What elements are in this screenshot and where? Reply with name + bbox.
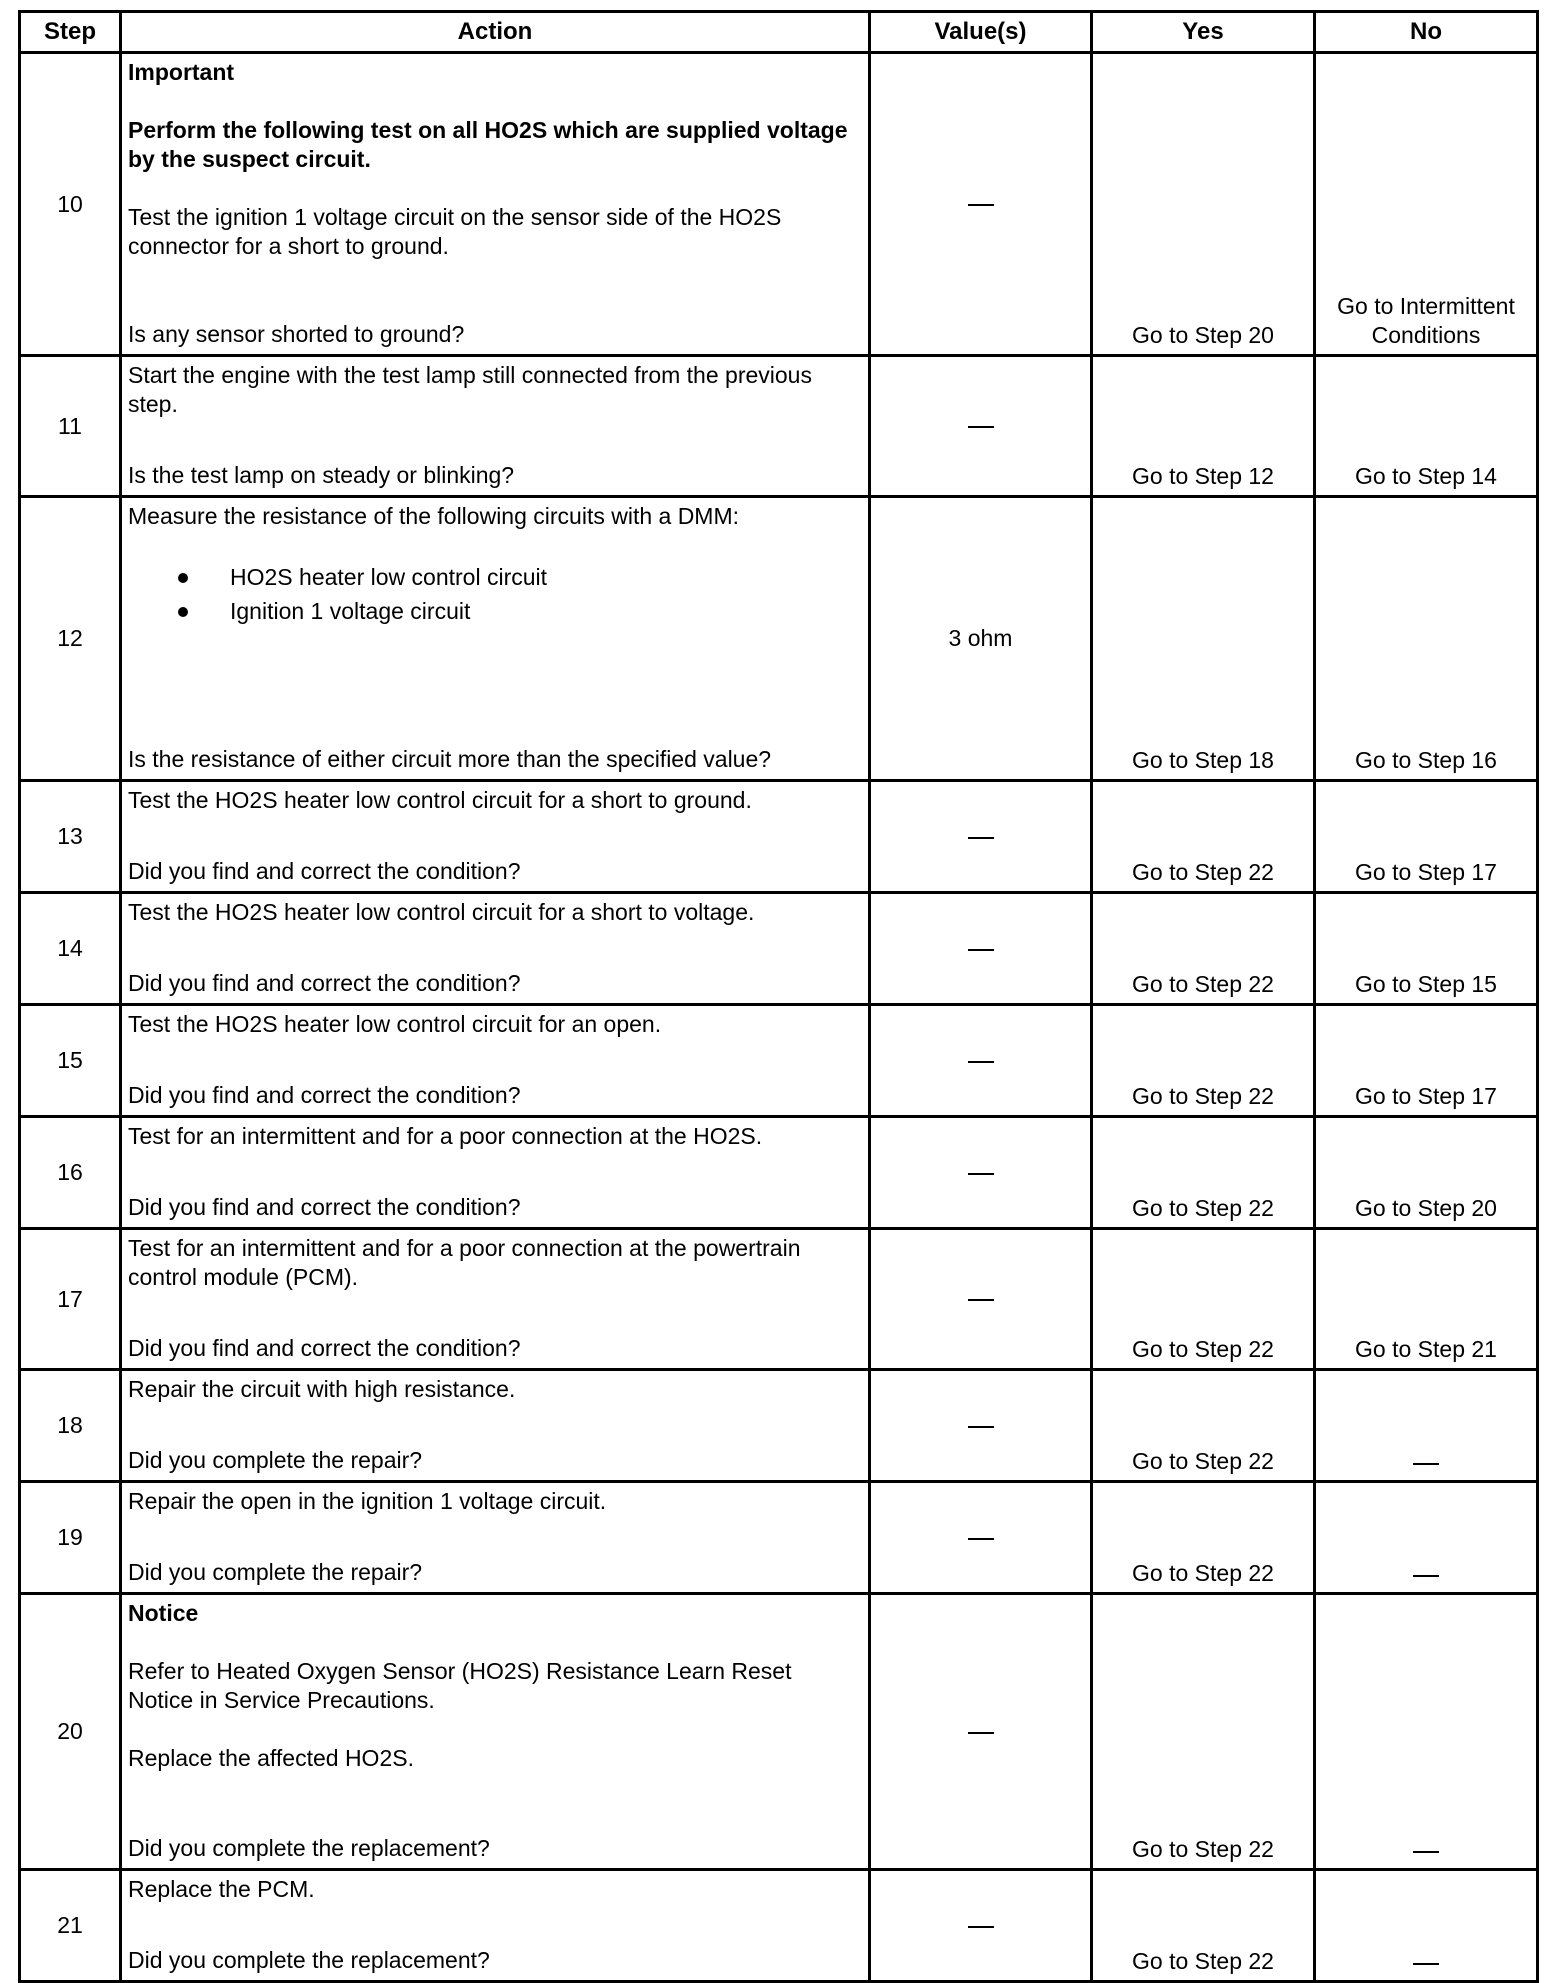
em-dash <box>1413 1963 1439 1965</box>
step-number: 21 <box>20 1870 121 1982</box>
action-cell <box>121 1870 870 1982</box>
table-row <box>20 1482 1538 1594</box>
value-cell <box>870 893 1092 1005</box>
action-cell <box>121 497 870 781</box>
action-content <box>128 1599 860 1863</box>
value-cell <box>870 356 1092 497</box>
action-heading: Notice <box>128 1600 199 1626</box>
list-item <box>128 560 860 594</box>
cell-text: Go to Step 22 <box>1132 1336 1274 1362</box>
action-content <box>128 502 860 774</box>
action-question: Did you complete the replacement? <box>128 1947 490 1973</box>
action-content <box>128 361 860 490</box>
action-paragraph: Refer to Heated Oxygen Sensor (HO2S) Resistance Learn Reset Notice in Service Precautions. <box>128 1658 792 1713</box>
step-number: 10 <box>20 53 121 356</box>
value-cell <box>870 1005 1092 1117</box>
yes-cell <box>1092 356 1315 497</box>
action-instructions <box>128 1487 860 1516</box>
value-cell <box>870 1117 1092 1229</box>
yes-cell <box>1092 1370 1315 1482</box>
list-item-text: Ignition 1 voltage circuit <box>230 598 471 624</box>
action-cell <box>121 1005 870 1117</box>
action-heading: Important <box>128 59 235 85</box>
cell-text: Go to Step 17 <box>1355 859 1497 885</box>
action-instructions <box>128 1122 860 1151</box>
yes-cell <box>1092 1594 1315 1870</box>
action-content <box>128 1875 860 1975</box>
table-row <box>20 1594 1538 1870</box>
em-dash <box>968 1061 994 1063</box>
no-cell <box>1315 781 1538 893</box>
no-cell <box>1315 1117 1538 1229</box>
action-paragraph: Test for an intermittent and for a poor connection at the HO2S. <box>128 1123 763 1149</box>
action-question: Is the resistance of either circuit more than the specified value? <box>128 746 772 772</box>
step-number: 14 <box>20 893 121 1005</box>
action-question: Did you find and correct the condition? <box>128 1194 521 1220</box>
action-cell <box>121 1594 870 1870</box>
action-cell <box>121 1370 870 1482</box>
em-dash <box>968 204 994 206</box>
list-item <box>128 594 860 628</box>
action-instructions <box>128 1375 860 1404</box>
table-row <box>20 1870 1538 1982</box>
cell-text: Go to Step 22 <box>1132 859 1274 885</box>
em-dash <box>1413 1463 1439 1465</box>
yes-cell <box>1092 497 1315 781</box>
value-cell <box>870 1870 1092 1982</box>
no-cell <box>1315 1482 1538 1594</box>
action-paragraph: Measure the resistance of the following circuits with a DMM: <box>128 503 740 529</box>
step-number: 15 <box>20 1005 121 1117</box>
table-row <box>20 1005 1538 1117</box>
em-dash <box>1413 1575 1439 1577</box>
action-paragraph: Test the HO2S heater low control circuit for a short to voltage. <box>128 899 755 925</box>
header-action: Action <box>121 12 870 53</box>
cell-text: Go to Step 20 <box>1132 322 1274 348</box>
header-no: No <box>1315 12 1538 53</box>
action-instructions <box>128 1875 860 1904</box>
no-cell <box>1315 1229 1538 1370</box>
action-question: Is the test lamp on steady or blinking? <box>128 462 515 488</box>
value-cell <box>870 1229 1092 1370</box>
step-number: 17 <box>20 1229 121 1370</box>
action-cell <box>121 356 870 497</box>
cell-text: Go to Step 22 <box>1132 1560 1274 1586</box>
no-cell <box>1315 1594 1538 1870</box>
bullet-icon <box>178 607 188 617</box>
no-cell <box>1315 1005 1538 1117</box>
header-yes: Yes <box>1092 12 1315 53</box>
table-row <box>20 893 1538 1005</box>
em-dash <box>968 1538 994 1540</box>
em-dash <box>968 949 994 951</box>
action-question: Did you find and correct the condition? <box>128 1335 521 1361</box>
table-row <box>20 497 1538 781</box>
action-paragraph: Test for an intermittent and for a poor connection at the powertrain control module (PCM). <box>128 1235 801 1290</box>
action-content <box>128 786 860 886</box>
action-cell <box>121 1229 870 1370</box>
value-cell <box>870 1594 1092 1870</box>
action-question: Did you find and correct the condition? <box>128 970 521 996</box>
step-number: 18 <box>20 1370 121 1482</box>
cell-text: Go to Step 14 <box>1355 463 1497 489</box>
table-body <box>20 53 1538 1982</box>
action-paragraph: Start the engine with the test lamp still connected from the previous step. <box>128 362 812 417</box>
diagnostic-table <box>18 10 1539 1983</box>
action-question: Did you find and correct the condition? <box>128 1082 521 1108</box>
table-row <box>20 1117 1538 1229</box>
action-instructions <box>128 58 860 261</box>
yes-cell <box>1092 1117 1315 1229</box>
action-instructions <box>128 502 860 628</box>
no-cell <box>1315 356 1538 497</box>
bullet-icon <box>178 573 188 583</box>
action-instructions <box>128 1599 860 1773</box>
action-paragraph: Test the ignition 1 voltage circuit on the sensor side of the HO2S connector for a short to ground. <box>128 204 782 259</box>
action-content <box>128 1122 860 1222</box>
table-row <box>20 781 1538 893</box>
cell-text: Go to Step 22 <box>1132 1836 1274 1862</box>
yes-cell <box>1092 1482 1315 1594</box>
step-number: 19 <box>20 1482 121 1594</box>
step-number: 20 <box>20 1594 121 1870</box>
value-cell <box>870 1482 1092 1594</box>
action-content <box>128 1234 860 1363</box>
action-paragraph: Replace the PCM. <box>128 1876 315 1902</box>
action-cell <box>121 893 870 1005</box>
cell-text: Go to Step 18 <box>1132 747 1274 773</box>
em-dash <box>968 1732 994 1734</box>
header-step: Step <box>20 12 121 53</box>
action-instructions <box>128 786 860 815</box>
table-row <box>20 1370 1538 1482</box>
action-question: Did you find and correct the condition? <box>128 858 521 884</box>
em-dash <box>968 1173 994 1175</box>
table-row <box>20 356 1538 497</box>
action-instructions <box>128 361 860 419</box>
cell-text: Go to Step 22 <box>1132 1195 1274 1221</box>
table-row <box>20 53 1538 356</box>
action-instructions <box>128 1234 860 1292</box>
cell-text: Go to Step 16 <box>1355 747 1497 773</box>
step-number: 11 <box>20 356 121 497</box>
no-cell <box>1315 893 1538 1005</box>
action-question: Did you complete the replacement? <box>128 1835 490 1861</box>
action-paragraph: Repair the open in the ignition 1 voltage circuit. <box>128 1488 607 1514</box>
yes-cell <box>1092 53 1315 356</box>
yes-cell <box>1092 893 1315 1005</box>
step-number: 12 <box>20 497 121 781</box>
action-content <box>128 1487 860 1587</box>
action-content <box>128 1010 860 1110</box>
value-cell <box>870 1370 1092 1482</box>
action-content <box>128 1375 860 1475</box>
action-content <box>128 58 860 349</box>
no-cell <box>1315 1370 1538 1482</box>
cell-text: Go to Step 22 <box>1132 1948 1274 1974</box>
yes-cell <box>1092 781 1315 893</box>
action-cell <box>121 781 870 893</box>
value-cell <box>870 497 1092 781</box>
em-dash <box>968 1299 994 1301</box>
no-cell <box>1315 1870 1538 1982</box>
action-question: Did you complete the repair? <box>128 1447 423 1473</box>
value-cell <box>870 781 1092 893</box>
list-item-text: HO2S heater low control circuit <box>230 564 548 590</box>
header-value: Value(s) <box>870 12 1092 53</box>
em-dash <box>968 1426 994 1428</box>
step-number: 16 <box>20 1117 121 1229</box>
step-number: 13 <box>20 781 121 893</box>
cell-text: Go to Step 22 <box>1132 1083 1274 1109</box>
cell-text: Go to Intermittent Conditions <box>1337 293 1515 348</box>
action-paragraph: Test the HO2S heater low control circuit for a short to ground. <box>128 787 752 813</box>
cell-text: Go to Step 22 <box>1132 1448 1274 1474</box>
no-cell <box>1315 53 1538 356</box>
action-heading: Perform the following test on all HO2S which are supplied voltage by the suspect circuit. <box>128 117 848 172</box>
em-dash <box>968 1926 994 1928</box>
action-content <box>128 898 860 998</box>
yes-cell <box>1092 1229 1315 1370</box>
action-paragraph: Repair the circuit with high resistance. <box>128 1376 516 1402</box>
em-dash <box>968 426 994 428</box>
table-row <box>20 1229 1538 1370</box>
cell-text: Go to Step 15 <box>1355 971 1497 997</box>
header-row <box>20 12 1538 53</box>
cell-text: Go to Step 12 <box>1132 463 1274 489</box>
action-instructions <box>128 1010 860 1039</box>
circuit-list <box>128 560 860 628</box>
cell-text: 3 ohm <box>948 625 1013 651</box>
action-paragraph: Test the HO2S heater low control circuit for an open. <box>128 1011 662 1037</box>
cell-text: Go to Step 22 <box>1132 971 1274 997</box>
yes-cell <box>1092 1870 1315 1982</box>
action-question: Is any sensor shorted to ground? <box>128 321 465 347</box>
value-cell <box>870 53 1092 356</box>
action-question: Did you complete the repair? <box>128 1559 423 1585</box>
no-cell <box>1315 497 1538 781</box>
action-instructions <box>128 898 860 927</box>
yes-cell <box>1092 1005 1315 1117</box>
action-cell <box>121 1117 870 1229</box>
em-dash <box>968 837 994 839</box>
action-paragraph: Replace the affected HO2S. <box>128 1745 414 1771</box>
action-cell <box>121 53 870 356</box>
action-cell <box>121 1482 870 1594</box>
em-dash <box>1413 1851 1439 1853</box>
cell-text: Go to Step 20 <box>1355 1195 1497 1221</box>
cell-text: Go to Step 21 <box>1355 1336 1497 1362</box>
cell-text: Go to Step 17 <box>1355 1083 1497 1109</box>
